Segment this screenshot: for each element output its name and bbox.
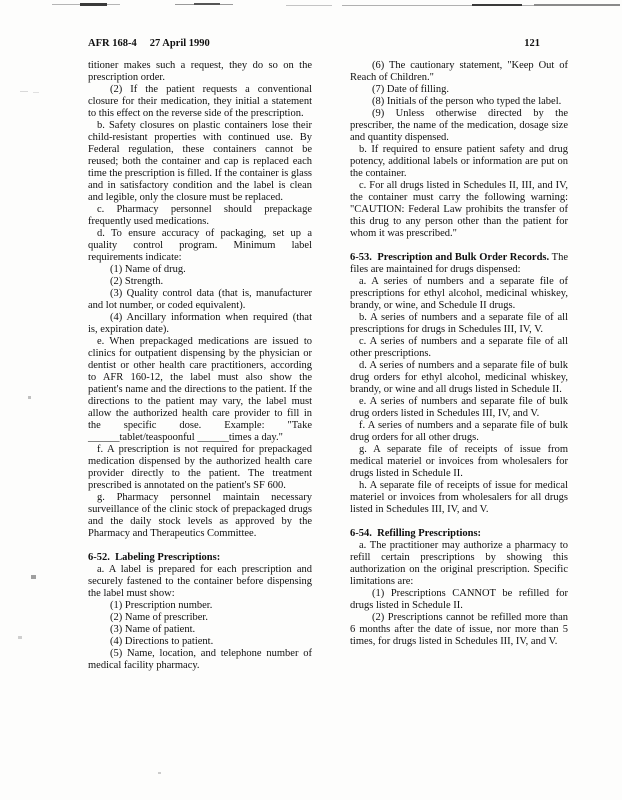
scan-artifact (20, 91, 28, 92)
paragraph (350, 540, 568, 588)
paragraph (350, 336, 568, 360)
paragraph (350, 276, 568, 312)
paragraph-text: d. To ensure accuracy of packaging, set up a quality control program. Minimum label requirements indicate: (88, 228, 312, 263)
paragraph-text: c. For all drugs listed in Schedules II, III, and IV, the container must carry the following warning: "CAUTION: Federal Law prohibits the transfer of this drug to any person other than the patient for whom it was prescribed." (350, 180, 568, 239)
paragraph (88, 336, 312, 444)
scan-artifact (194, 3, 220, 5)
paragraph-text: b. Safety closures on plastic containers lose their child-resistant properties with continued use. By Federal regulation, these containers cannot be reused; both the container and cap is replaced each time the prescription is filled. If the container is glass and in satisfactory condition and the label is clean and legible, only the closure must be replaced. (88, 120, 312, 203)
paragraph-text: (7) Date of filling. (372, 84, 449, 95)
scan-artifact (158, 772, 161, 774)
paragraph (88, 564, 312, 600)
regulation-number: AFR 168-4 (88, 38, 137, 49)
paragraph (88, 444, 312, 492)
paragraph-text: c. A series of numbers and a separate file of all other prescriptions. (350, 336, 568, 359)
header-date: 27 April 1990 (149, 38, 210, 49)
paragraph-text: b. If required to ensure patient safety and drug potency, additional labels or information are put on the container. (350, 144, 568, 179)
paragraph (350, 180, 568, 240)
scan-artifact (534, 4, 620, 6)
paragraph-text: a. A label is prepared for each prescription and securely fastened to the container before dispensing the label must show: (88, 564, 312, 599)
paragraph-text: (1) Name of drug. (110, 264, 186, 275)
paragraph (350, 144, 568, 180)
paragraph-text: (3) Quality control data (that is, manufacturer and lot number, or coded equivalent). (88, 288, 312, 311)
scan-artifact (286, 5, 332, 6)
scan-artifact (80, 3, 107, 6)
paragraph (350, 252, 568, 276)
paragraph (88, 612, 312, 624)
paragraph-text: (1) Prescription number. (110, 600, 213, 611)
paragraph-text: f. A series of numbers and a separate file of bulk drug orders for all other drugs. (350, 420, 568, 443)
paragraph (88, 552, 312, 564)
paragraph-text: a. A series of numbers and a separate file of prescriptions for ethyl alcohol, medicinal whiskey, brandy, or wine, and Schedule II drugs. (350, 276, 568, 311)
paragraph-text: b. A series of numbers and a separate file of all prescriptions for drugs in Schedules III, IV, V. (350, 312, 568, 335)
paragraph-text: (2) Name of prescriber. (110, 612, 208, 623)
paragraph (88, 288, 312, 312)
paragraph-bold-lead: 6-54. Refilling Prescriptions: (350, 528, 482, 539)
paragraph-text: g. A separate file of receipts of issue from medical materiel or invoices from wholesalers for drugs listed in Schedule II. (350, 444, 568, 479)
paragraph-text: e. When prepackaged medications are issued to clinics for outpatient dispensing by the physician or dentist or other health care practitioners, according to AFR 160-12, the label must also show the patient's name and the directions to the patient. If the directions to the patient may vary, the label must allow the authorized health care provider to fill in the specific dose. Example: "Take ______tablet/teaspoonful ______times a day." (88, 336, 312, 443)
paragraph (350, 396, 568, 420)
paragraph (350, 444, 568, 480)
paragraph (350, 420, 568, 444)
paragraph (88, 492, 312, 540)
paragraph (350, 588, 568, 612)
paragraph-text: titioner makes such a request, they do so on the prescription order. (88, 60, 312, 83)
paragraph-bold-lead: 6-53. Prescription and Bulk Order Records. (350, 252, 550, 263)
paragraph (350, 480, 568, 516)
paragraph-text: (6) The cautionary statement, "Keep Out of Reach of Children." (350, 60, 568, 83)
paragraph (88, 84, 312, 120)
paragraph (88, 60, 312, 84)
paragraph-text: (2) Prescriptions cannot be refilled more than 6 months after the date of issue, nor more than 5 times, for drugs listed in Schedules III, IV, and V. (350, 612, 568, 647)
paragraph (350, 612, 568, 648)
paragraph-text: a. The practitioner may authorize a pharmacy to refill certain prescriptions by showing this authorization on the original prescription. Specific limitations are: (350, 540, 568, 587)
paragraph-text: c. Pharmacy personnel should prepackage frequently used medications. (88, 204, 312, 227)
paragraph (88, 276, 312, 288)
paragraph (88, 636, 312, 648)
paragraph (88, 624, 312, 636)
paragraph (350, 528, 568, 540)
two-column-body (88, 60, 568, 672)
paragraph (350, 360, 568, 396)
paragraph-text: (1) Prescriptions CANNOT be refilled for drugs listed in Schedule II. (350, 588, 568, 611)
paragraph (88, 228, 312, 264)
paragraph (350, 96, 568, 108)
page-header (88, 38, 540, 49)
paragraph (350, 84, 568, 96)
paragraph-text: The files are maintained for drugs dispensed: (350, 252, 569, 275)
scan-artifact (28, 396, 31, 399)
paragraph-text: h. A separate file of receipts of issue for medical materiel or invoices from wholesalers for all drugs listed in Schedules III, IV, and V. (350, 480, 568, 515)
page-number: 121 (524, 38, 540, 49)
header-left-group (88, 38, 210, 49)
paragraph (88, 648, 312, 672)
page-content (88, 38, 568, 672)
scan-artifact (472, 4, 522, 6)
scan-artifact (31, 575, 36, 579)
paragraph-text: (8) Initials of the person who typed the label. (372, 96, 562, 107)
paragraph-text: g. Pharmacy personnel maintain necessary surveillance of the clinic stock of prepackaged drugs and the daily stock levels as approved by the Pharmacy and Therapeutics Committee. (88, 492, 312, 539)
paragraph-text: (4) Directions to patient. (110, 636, 214, 647)
right-column (350, 60, 568, 672)
paragraph (350, 60, 568, 84)
scan-artifact (33, 92, 39, 93)
paragraph-text: (3) Name of patient. (110, 624, 196, 635)
paragraph (350, 108, 568, 144)
paragraph (350, 312, 568, 336)
paragraph-text: e. A series of numbers and separate file of bulk drug orders listed in Schedules III, IV, and V. (350, 396, 568, 419)
scan-artifact (18, 636, 22, 639)
paragraph (88, 600, 312, 612)
paragraph-text: (9) Unless otherwise directed by the prescriber, the name of the medication, dosage size and quantity dispensed. (350, 108, 568, 143)
paragraph-text: (4) Ancillary information when required (that is, expiration date). (88, 312, 312, 335)
paragraph-text: (2) If the patient requests a conventional closure for their medication, they initial a statement to this effect on the reverse side of the prescription. (88, 84, 312, 119)
paragraph (88, 264, 312, 276)
paragraph-text: d. A series of numbers and a separate file of bulk drug orders for ethyl alcohol, medicinal whiskey, brandy, or wine and all drugs listed in Schedule II. (350, 360, 568, 395)
paragraph (88, 204, 312, 228)
paragraph-bold-lead: 6-52. Labeling Prescriptions: (88, 552, 221, 563)
paragraph (88, 120, 312, 204)
paragraph (88, 312, 312, 336)
paragraph-text: f. A prescription is not required for prepackaged medication dispensed by the authorized health care provider directly to the patient. The treatment prescribed is annotated on the patient's SF 600. (88, 444, 312, 491)
left-column (88, 60, 312, 672)
paragraph-text: (2) Strength. (110, 276, 164, 287)
paragraph-text: (5) Name, location, and telephone number of medical facility pharmacy. (88, 648, 312, 671)
